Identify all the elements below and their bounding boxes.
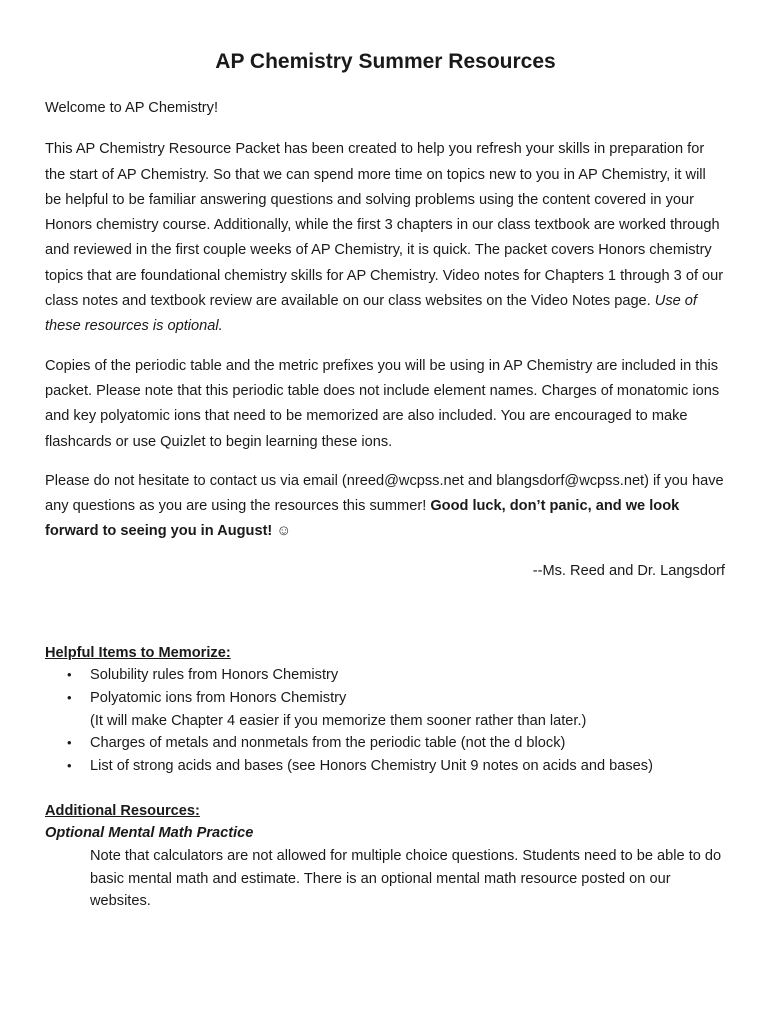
helpful-items-heading: Helpful Items to Memorize: (45, 645, 231, 662)
list-item-text: Polyatomic ions from Honors Chemistry (90, 689, 347, 706)
mental-math-heading: Optional Mental Math Practice (45, 825, 254, 842)
optional-note: Use of these resources is optional. (45, 293, 697, 335)
list-item-text: Charges of metals and nonmetals from the periodic table (not the d block) (90, 735, 566, 752)
list-item (67, 755, 726, 778)
welcome-text: Welcome to AP Chemistry! (45, 100, 219, 116)
bullet-icon: • (67, 758, 72, 774)
contact-paragraph (45, 469, 726, 545)
contact-text: Please do not hesitate to contact us via email (nreed@wcpss.net and blangsdorf@wcpss.net) if you have any questions as you are using the resources this summer! (45, 472, 724, 515)
list-item (67, 687, 726, 733)
polyatomic-note: (It will make Chapter 4 easier if you memorize them sooner rather than later.) (90, 712, 587, 729)
list-item (67, 664, 726, 687)
list-item (67, 732, 726, 755)
page-title: AP Chemistry Summer Resources (215, 50, 556, 73)
bullet-icon: • (67, 689, 72, 705)
bullet-icon: • (67, 667, 72, 683)
list-item-text: Solubility rules from Honors Chemistry (90, 667, 339, 684)
additional-resources-heading: Additional Resources: (45, 803, 200, 820)
list-item-text: List of strong acids and bases (see Honors Chemistry Unit 9 notes on acids and bases) (90, 758, 653, 775)
mental-math-paragraph: Note that calculators are not allowed for multiple choice questions. Students need to be able to do basic mental math and estimate. There is an optional mental math resource posted on our websites. (90, 847, 722, 910)
good-luck-text: Good luck, don’t panic, and we look forward to seeing you in August! (45, 498, 680, 540)
smiley-icon: ☺ (276, 523, 292, 540)
helpful-items-list (45, 664, 726, 778)
intro-paragraph (45, 137, 726, 339)
periodic-table-paragraph: Copies of the periodic table and the metric prefixes you will be using in AP Chemistry are included in this packet. Please note that this periodic table does not include element names. Charges of monatomic ions and key polyatomic ions that need to be memorized are also included. You are encouraged to make flashcards or use Quizlet to begin learning these ions. (45, 357, 720, 450)
intro-text: This AP Chemistry Resource Packet has been created to help you refresh your skills in preparation for the start of AP Chemistry. So that we can spend more time on topics new to you in AP Chemistry, it will be helpful to be familiar answering questions and solving problems using the content covered in your Honors chemistry course. Additionally, while the first 3 chapters in our class textbook are worked through and reviewed in the first couple weeks of AP Chemistry, it is quick. The packet covers Honors chemistry topics that are foundational chemistry skills for AP Chemistry. Video notes for Chapters 1 through 3 of our class notes and textbook review are available on our class websites on the Video Notes page. (45, 141, 724, 310)
bullet-icon: • (67, 735, 72, 751)
signature: --Ms. Reed and Dr. Langsdorf (532, 562, 725, 579)
